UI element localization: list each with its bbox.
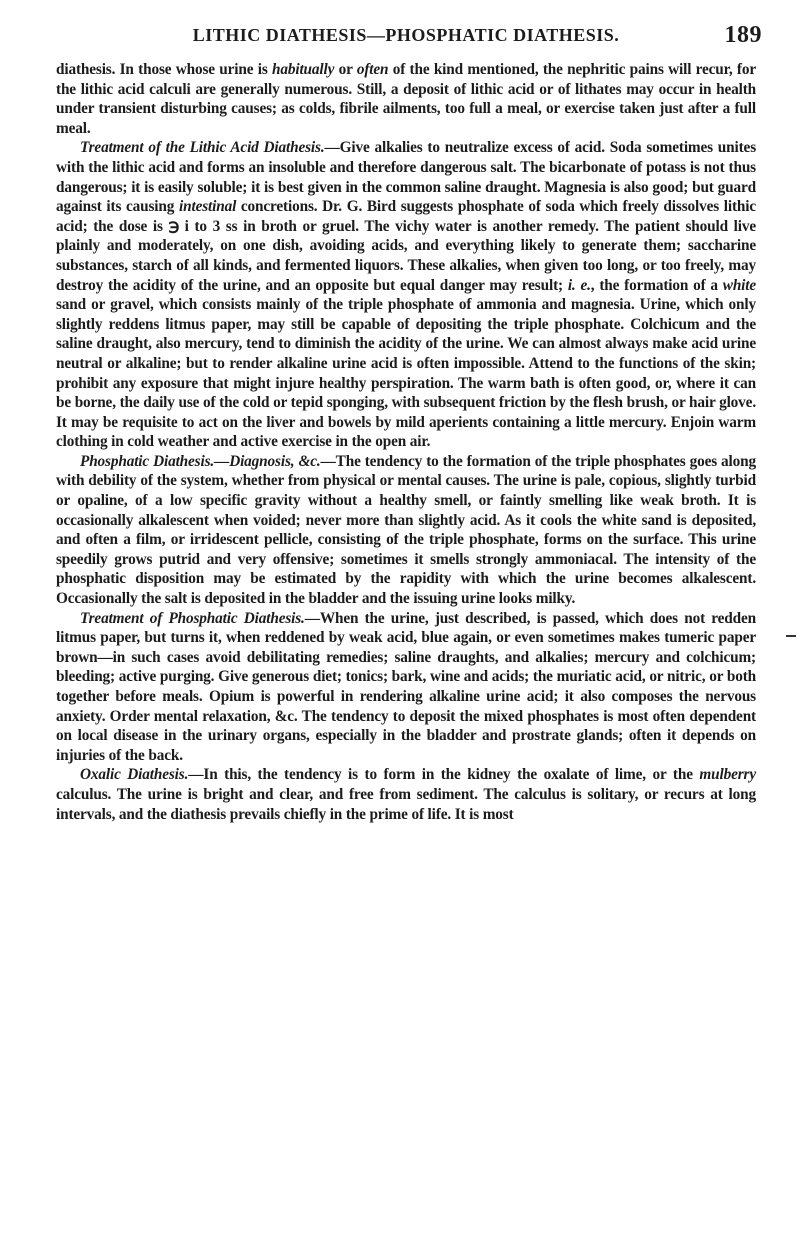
italic-text: often (356, 61, 389, 78)
text-segment: diathesis. In those whose urine is (56, 61, 272, 78)
text-segment: concretions. Dr. G. Bird suggests phosphate of soda which freely dissolves lithic acid; the dose is ℈ i to 3 ss in broth or gruel. The vichy water is another remedy. The patient should live plainly and moderately, on one dish, avoiding acids, and everything likely to generate them; saccharine substances, starch of all kinds, and fermented liquors. These alkalies, when given too long, or too freely, may destroy the acidity of the urine, and an opposite but equal danger may result; (56, 198, 757, 294)
italic-text: Treatment of Phosphatic Diathesis. (80, 609, 305, 627)
text-segment: , the formation of a (590, 276, 723, 294)
text-segment: —When the urine, just described, is passed, which does not redden litmus paper, but turns it, when reddened by weak acid, blue again, or even sometimes makes tumeric paper brown—in such cases avoid debilitating remedies; saline draughts, and alkalies; mercury and colchicum; bleeding; active purging. Give generous diet; tonics; bark, wine and acids; the muriatic acid, or nitric, or both together before meals. Opium is powerful in rendering alkaline urine acid; it also composes the nervous anxiety. Order mental relaxation, &c. The tendency to deposit the mixed phosphates is most often dependent on local disease in the urinary organs, especially in the bladder and prostrate glands; often it depends on injuries of the back. (56, 609, 756, 764)
italic-text: intestinal (179, 198, 237, 216)
paragraph (56, 765, 756, 824)
text-segment: —Give alkalies to neutralize excess of acid. Soda sometimes unites with the lithic acid and forms an insoluble and therefore dangerous salt. The bicarbonate of potass is not thus dangerous; it is easily soluble; it is best given in the common saline draught. Magnesia is also good; but guard against its causing (56, 139, 757, 216)
paragraph (56, 452, 756, 609)
text-segment: sand or gravel, which consists mainly of the triple phosphate of ammonia and magnesia. Urine, which only slightly reddens litmus paper, may still be capable of depositing the triple phosphate. Colchicum and the saline draught, also mercury, tend to diminish the acidity of the urine. We can almost always make acid urine neutral or alkaline; but to render alkaline urine acid is often impossible. Attend to the functions of the skin; prohibit any exposure that might injure healthy perspiration. The warm bath is often good, or, where it can be borne, the daily use of the cold or tepid sponging, with subsequent friction by the flesh brush, or hair glove. It may be requisite to act on the liver and bowels by mild aperients containing a little mercury. Enjoin warm clothing in cold weather and active exercise in the open air. (56, 296, 756, 451)
body-text (56, 60, 756, 824)
italic-text: mulberry (699, 766, 756, 784)
text-segment: of the kind mentioned, the nephritic pains will recur, for the lithic acid calculi are generally numerous. Still, a deposit of lithic acid or of lithates may occur in health under transient disturbing causes; as colds, fibrile ailments, too full a meal, or exercise taken just after a full meal. (56, 61, 757, 137)
italic-text: habitually (272, 61, 335, 78)
page-number: 189 (724, 22, 762, 48)
italic-text: Oxalic Diathesis. (80, 766, 189, 784)
running-header (56, 20, 762, 50)
italic-text: Phosphatic Diathesis.—Diagnosis, &c. (80, 452, 321, 470)
italic-text: Treatment of the Lithic Acid Diathesis. (80, 139, 325, 157)
paragraph (56, 60, 756, 138)
italic-text: white (722, 276, 757, 294)
book-page (56, 20, 762, 824)
paragraph (56, 138, 756, 452)
text-segment: —In this, the tendency is to form in the kidney the oxalate of lime, or the (188, 766, 700, 784)
text-segment: calculus. The urine is bright and clear, and free from sediment. The calculus is solitary, or recurs at long intervals, and the diathesis prevails chiefly in the prime of life. It is most (56, 785, 756, 823)
running-title: LITHIC DIATHESIS—PHOSPHATIC DIATHESIS. (192, 25, 620, 45)
text-segment: —The tendency to the formation of the triple phosphates goes along with debility of the system, whether from physical or mental causes. The urine is pale, copious, slightly turbid or opaline, of a low specific gravity without a healthy smell, or faintly smelling like weak broth. It is occasionally alkalescent when voided; never more than slightly acid. As it cools the white sand is deposited, and often a film, or irridescent pellicle, consisting of the triple phosphate, forms on the surface. This urine speedily grows putrid and very offensive; sometimes it smells strongly ammoniacal. The intensity of the phosphatic disposition may be estimated by the rapidity with which the urine becomes alkalescent. Occasionally the salt is deposited in the bladder and the issuing urine looks milky. (56, 452, 757, 608)
text-segment: or (334, 61, 357, 78)
italic-text: i. e. (567, 276, 591, 294)
paragraph (56, 609, 756, 766)
margin-mark (786, 635, 796, 637)
